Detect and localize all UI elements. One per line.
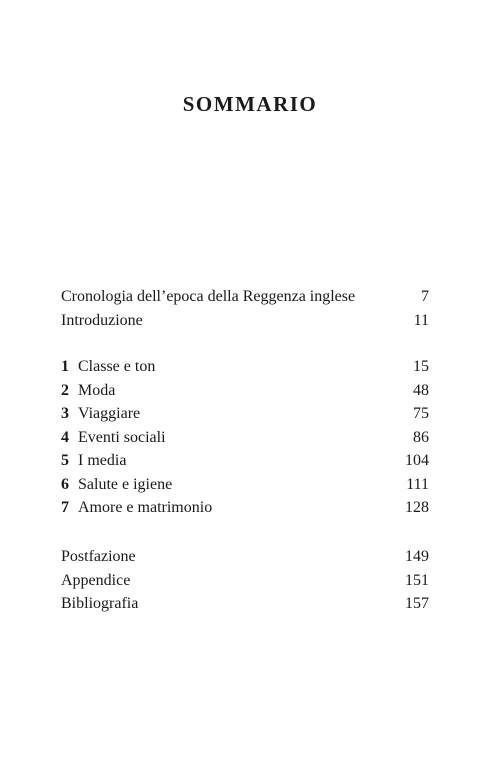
chapter-number: 2 bbox=[61, 381, 69, 399]
toc-chapter-entry bbox=[61, 473, 429, 497]
chapter-number: 3 bbox=[61, 405, 69, 422]
chapter-title: I media bbox=[78, 452, 127, 469]
chapter-title: Eventi sociali bbox=[78, 428, 166, 446]
toc-front-matter bbox=[61, 285, 429, 332]
toc-entry-label: Cronologia dell’epoca della Reggenza inglese bbox=[61, 288, 356, 305]
chapter-title: Salute e igiene bbox=[78, 475, 173, 493]
toc-entry-label: Bibliografia bbox=[61, 595, 139, 612]
chapter-page: 15 bbox=[413, 358, 429, 375]
page-title: SOMMARIO bbox=[182, 92, 318, 116]
toc-chapter-entry bbox=[61, 379, 429, 403]
toc-entry bbox=[61, 309, 429, 333]
toc-entry-page: 11 bbox=[413, 311, 429, 329]
toc-entry bbox=[61, 592, 429, 616]
chapter-page: 128 bbox=[405, 499, 429, 516]
chapter-page: 48 bbox=[413, 381, 429, 399]
toc-entry-label: Postfazione bbox=[61, 548, 136, 565]
chapter-number: 7 bbox=[61, 499, 69, 516]
chapter-number: 1 bbox=[61, 358, 69, 375]
chapter-page: 86 bbox=[413, 428, 429, 446]
chapter-title: Viaggiare bbox=[78, 405, 141, 422]
toc-chapter-entry bbox=[61, 355, 429, 379]
toc-chapter-entry bbox=[61, 449, 429, 473]
chapter-title: Moda bbox=[78, 381, 116, 399]
toc-entry bbox=[61, 569, 429, 593]
chapter-page: 75 bbox=[413, 405, 429, 422]
chapter-title: Classe e ton bbox=[78, 358, 156, 375]
chapter-page: 104 bbox=[405, 452, 429, 469]
chapter-number: 6 bbox=[61, 475, 69, 493]
toc-entry-page: 7 bbox=[421, 288, 429, 305]
chapter-title: Amore e matrimonio bbox=[78, 499, 213, 516]
toc-entry bbox=[61, 285, 429, 309]
toc-chapters bbox=[61, 355, 429, 520]
toc-entry-page: 149 bbox=[405, 548, 429, 565]
chapter-number: 4 bbox=[61, 428, 69, 446]
toc-back-matter bbox=[61, 545, 429, 616]
toc-entry-label: Introduzione bbox=[61, 311, 143, 329]
toc-entry-page: 151 bbox=[405, 571, 429, 589]
chapter-page: 111 bbox=[406, 475, 429, 493]
toc-entry-label: Appendice bbox=[61, 571, 131, 589]
toc-entry-page: 157 bbox=[405, 595, 429, 612]
toc-chapter-entry bbox=[61, 496, 429, 520]
toc-chapter-entry bbox=[61, 426, 429, 450]
chapter-number: 5 bbox=[61, 452, 69, 469]
toc-entry bbox=[61, 545, 429, 569]
toc-chapter-entry bbox=[61, 402, 429, 426]
